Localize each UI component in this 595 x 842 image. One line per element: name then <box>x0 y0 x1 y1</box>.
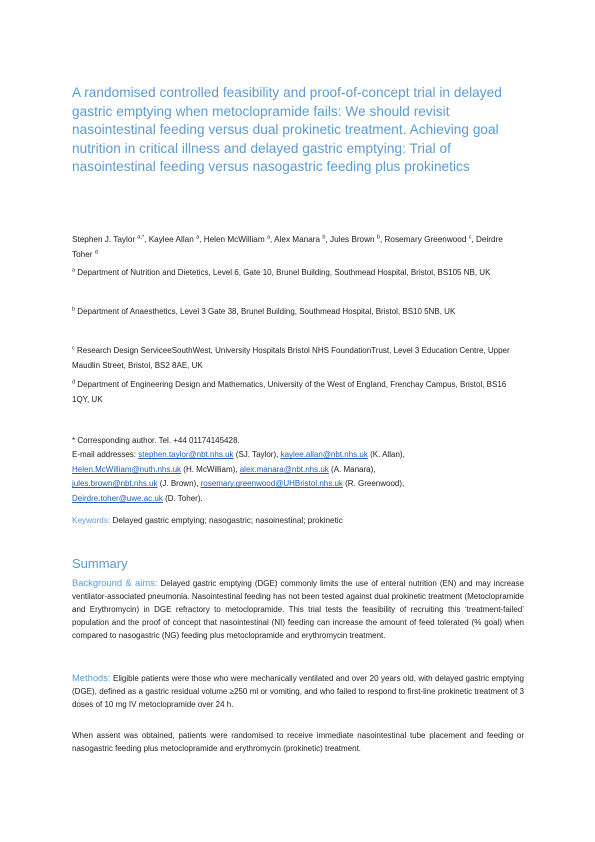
email-list: E-mail addresses: stephen.taylor@nbt.nhs.uk (SJ. Taylor), kaylee.allan@nbt.nhs.uk (K. Allan), Helen.McWilliam@nuth.nhs.uk (H. McWilliam), alex.manara@nbt.nhs.uk (A. Manara), jules.brown@nbt.nhs.uk (J. Brown), rosemary.greenwood@UHBristol.nhs.uk (R. Greenwood), Deirdre.toher@uwe.ac.uk (D. Toher). <box>72 450 405 503</box>
email-link[interactable]: kaylee.allan@nbt.nhs.uk <box>280 450 368 460</box>
author: Helen McWilliam $^a$ <box>203 234 270 244</box>
author: Jules Brown $^b$ <box>329 234 380 244</box>
background-paragraph: Background & aims: Delayed gastric emptying (DGE) commonly limits the use of enteral nutrition (EN) and may increase ventilator-associated pneumonia. Nasointestinal feeding has not been tested against dual prokinetic treatment (Metoclopramide and Erythromycin) in DGE refractory to metoclopramide. This trial tests the feasibility of recruiting this ‘treatment-failed’ population and the proof of concept that nasointestinal (NI) feeding can increase the amount of feed tolerated (% goal) when compared to nasogastric (NG) feeding plus metoclopramide and erythromycin treatment. <box>72 577 524 640</box>
methods-label: Methods: <box>72 672 111 683</box>
summary-heading: Summary <box>72 556 128 571</box>
article-title: A randomised controlled feasibility and proof-of-concept trial in delayed gastric emptying when metoclopramide fails: We should revisit nasointestinal feeding versus dual prokinetic treatment. Achieving goal nutrition in critical illness and delayed gastric emptying: Trial of nasointestinal feeding versus nasogastric feeding plus prokinetics <box>72 85 502 175</box>
affiliation: $^b$ Department of Anaesthetics, Level 3 Gate 38, Brunel Building, Southmead Hospital, Bristol, BS10 5NB, UK <box>72 306 456 316</box>
background-label: Background & aims: <box>72 577 158 588</box>
email-link[interactable]: Deirdre.toher@uwe.ac.uk <box>72 493 163 503</box>
affiliation: $^d$ Department of Engineering Design and Mathematics, University of the West of England, Frenchay Campus, Bristol, BS16 1QY, UK <box>72 379 507 404</box>
author: Rosemary Greenwood $^c$ <box>384 234 472 244</box>
corresponding-author: * Corresponding author. Tel. +44 01174145428. <box>72 436 240 445</box>
author-list: Stephen J. Taylor $^{a,*}$, Kaylee Allan $^a$, Helen McWilliam $^a$, Alex Manara $^b$, Jules Brown $^b$, Rosemary Greenwood $^c$, Deirdre Toher $^d$ <box>72 234 503 259</box>
methods-paragraph: Methods: Eligible patients were those who were mechanically ventilated and over 20 years old, with delayed gastric emptying (DGE), defined as a gastric residual volume ≥250 ml or vomiting, and who failed to respond to first-line prokinetic treatment of 3 doses of 10 mg IV metoclopramide over 24 h. <box>72 672 524 709</box>
keywords-label: Keywords: <box>72 516 111 525</box>
keywords-text: Delayed gastric emptying; nasogastric; nasoinestinal; prokinetic <box>110 516 343 525</box>
email-link[interactable]: jules.brown@nbt.nhs.uk <box>72 479 158 489</box>
author: Deirdre Toher $^d$ <box>72 235 503 259</box>
contact-block <box>72 434 532 506</box>
email-link[interactable]: alex.manara@nbt.nhs.uk <box>239 464 329 474</box>
author: Stephen J. Taylor $^{a,*}$ <box>72 234 145 244</box>
keywords <box>72 516 532 525</box>
affiliation: $^a$ Department of Nutrition and Dietetics, Level 6, Gate 10, Brunel Building, Southmead Hospital, Bristol, BS105 NB, UK <box>72 267 491 277</box>
author: Kaylee Allan $^a$ <box>148 234 200 244</box>
email-link[interactable]: Helen.McWilliam@nuth.nhs.uk <box>72 464 182 474</box>
email-link[interactable]: stephen.taylor@nbt.nhs.uk <box>138 450 234 460</box>
affiliation: $^c$ Research Design ServiceeSouthWest, University Hospitals Bristol NHS FoundationTrust, Level 3 Education Centre, Upper Maudlin Street, Bristol, BS2 8AE, UK <box>72 345 510 370</box>
author: Alex Manara $^b$ <box>274 234 326 244</box>
methods-paragraph-2: When assent was obtained, patients were randomised to receive immediate nasointestinal tube placement and feeding or nasogastric feeding plus metoclopramide and erythromycin (prokinetic) treatment. <box>72 731 524 753</box>
email-link[interactable]: rosemary.greenwood@UHBristol.nhs.uk <box>200 479 343 489</box>
